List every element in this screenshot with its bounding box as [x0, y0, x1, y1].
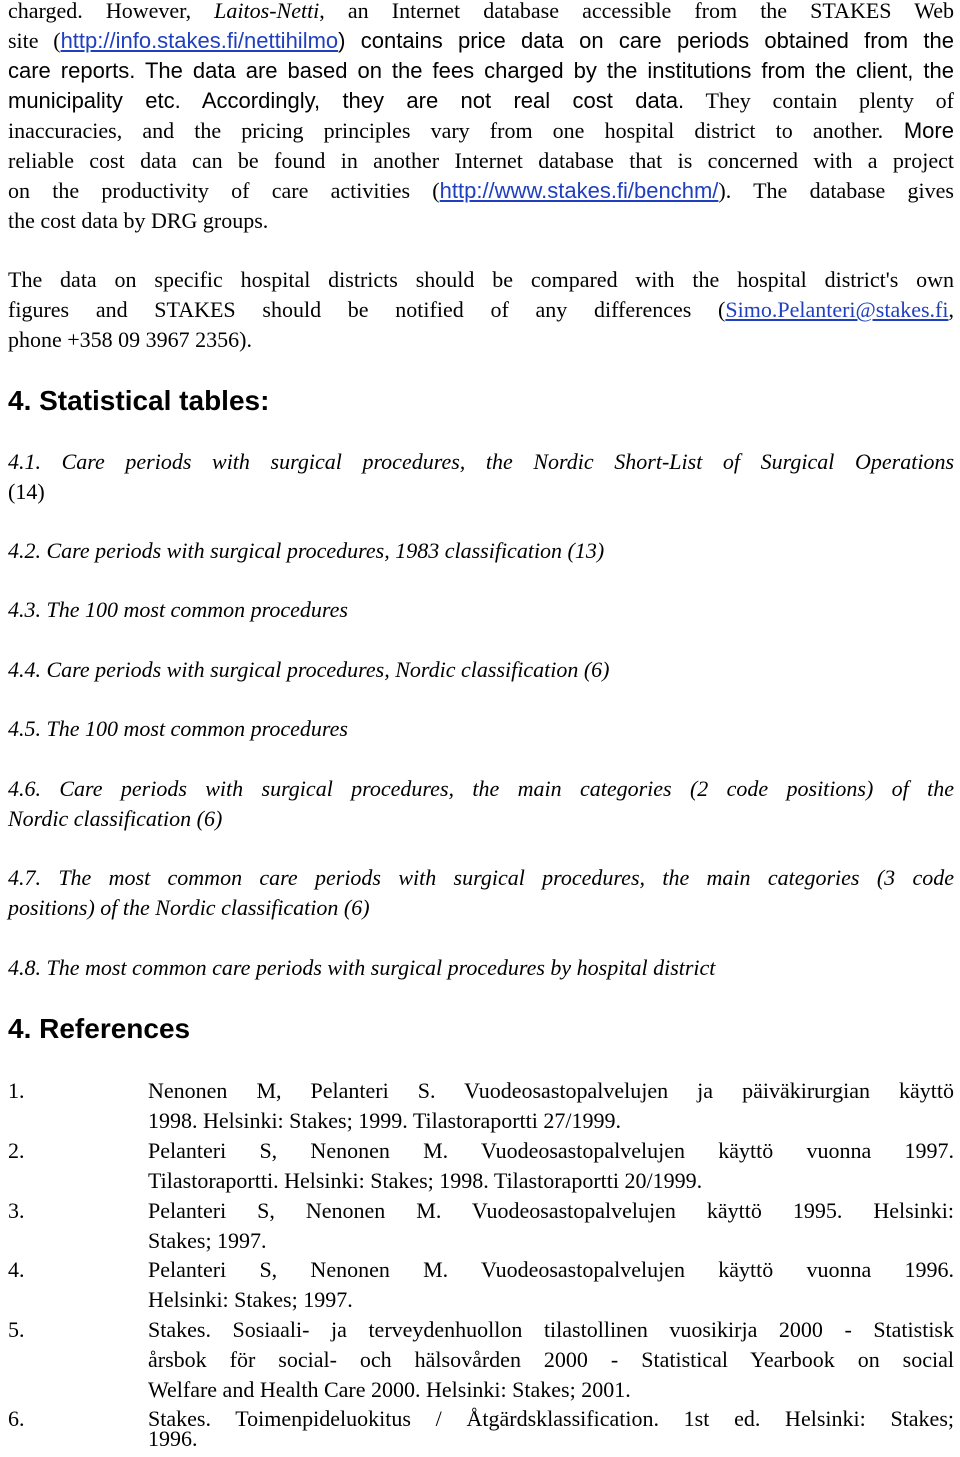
- table-item-4-1-line2: (14): [8, 479, 45, 504]
- reference-6-line2: 1996.: [148, 1426, 198, 1451]
- table-item-4-7-line1: 4.7. The most common care periods with surgical procedures, the main categories (3 code: [8, 865, 954, 890]
- table-item-4-1-line1: 4.1. Care periods with surgical procedures, the Nordic Short-List of Surgical Operations: [8, 449, 954, 474]
- para2-line3: phone +358 09 3967 2356).: [8, 327, 252, 352]
- table-item-4-2: 4.2. Care periods with surgical procedures, 1983 classification (13): [8, 538, 605, 563]
- table-item-4-7-line2: positions) of the Nordic classification (6): [8, 895, 370, 920]
- para1-line3: care reports. The data are based on the fees charged by the institutions from the client, the: [8, 58, 954, 83]
- reference-5-line3: Welfare and Health Care 2000. Helsinki: Stakes; 2001.: [148, 1377, 631, 1402]
- para1-line6: reliable cost data can be found in another Internet database that is concerned with a project: [8, 148, 954, 173]
- table-item-4-8: 4.8. The most common care periods with surgical procedures by hospital district: [8, 955, 716, 980]
- reference-5-line2: årsbok för social- och hälsovården 2000 - Statistical Yearbook on social: [148, 1347, 954, 1372]
- reference-number: 6.: [8, 1406, 25, 1431]
- para1-line8: the cost data by DRG groups.: [8, 208, 269, 233]
- reference-2-line1: Pelanteri S, Nenonen M. Vuodeosastopalvelujen käyttö vuonna 1997.: [148, 1138, 954, 1163]
- table-item-4-4: 4.4. Care periods with surgical procedures, Nordic classification (6): [8, 657, 610, 682]
- para1-line5: inaccuracies, and the pricing principles vary from one hospital district to another. More: [8, 118, 954, 143]
- reference-4-line1: Pelanteri S, Nenonen M. Vuodeosastopalvelujen käyttö vuonna 1996.: [148, 1257, 954, 1282]
- benchm-link[interactable]: http://www.stakes.fi/benchm/: [439, 178, 719, 203]
- para1-line7: on the productivity of care activities (http://www.stakes.fi/benchm/). The database gives: [8, 178, 954, 203]
- reference-number: 2.: [8, 1138, 25, 1163]
- para2-line1: The data on specific hospital districts should be compared with the hospital district's own: [8, 267, 954, 292]
- nettihilmo-link[interactable]: http://info.stakes.fi/nettihilmo: [60, 28, 339, 53]
- table-item-4-3: 4.3. The 100 most common procedures: [8, 597, 348, 622]
- para2-line2: figures and STAKES should be notified of any differences (Simo.Pelanteri@stakes.fi,: [8, 297, 954, 322]
- table-item-4-6-line1: 4.6. Care periods with surgical procedures, the main categories (2 code positions) of the: [8, 776, 954, 801]
- reference-number: 5.: [8, 1317, 25, 1342]
- reference-1-line1: Nenonen M, Pelanteri S. Vuodeosastopalvelujen ja päiväkirurgian käyttö: [148, 1078, 954, 1103]
- para1-line1: charged. However, Laitos-Netti, an Internet database accessible from the STAKES Web: [8, 0, 954, 23]
- reference-number: 4.: [8, 1257, 25, 1282]
- table-item-4-6-line2: Nordic classification (6): [8, 806, 223, 831]
- reference-number: 1.: [8, 1078, 25, 1103]
- reference-3-line2: Stakes; 1997.: [148, 1228, 267, 1253]
- reference-5-line1: Stakes. Sosiaali- ja terveydenhuollon tilastollinen vuosikirja 2000 - Statistisk: [148, 1317, 954, 1342]
- section-heading-references: 4. References: [8, 1013, 191, 1044]
- reference-number: 3.: [8, 1198, 25, 1223]
- reference-3-line1: Pelanteri S, Nenonen M. Vuodeosastopalvelujen käyttö 1995. Helsinki:: [148, 1198, 954, 1223]
- reference-4-line2: Helsinki: Stakes; 1997.: [148, 1287, 353, 1312]
- section-heading-statistical-tables: 4. Statistical tables:: [8, 385, 270, 416]
- email-link[interactable]: Simo.Pelanteri@stakes.fi: [725, 297, 949, 322]
- reference-1-line2: 1998. Helsinki: Stakes; 1999. Tilastoraportti 27/1999.: [148, 1108, 622, 1133]
- reference-6-line1: Stakes. Toimenpideluokitus / Åtgärdsklassification. 1st ed. Helsinki: Stakes;: [148, 1406, 954, 1431]
- table-item-4-5: 4.5. The 100 most common procedures: [8, 716, 348, 741]
- para1-line4: municipality etc. Accordingly, they are not real cost data. They contain plenty of: [8, 88, 955, 113]
- para1-line2: site (http://info.stakes.fi/nettihilmo) contains price data on care periods obtained from the: [8, 28, 954, 53]
- reference-2-line2: Tilastoraportti. Helsinki: Stakes; 1998. Tilastoraportti 20/1999.: [148, 1168, 703, 1193]
